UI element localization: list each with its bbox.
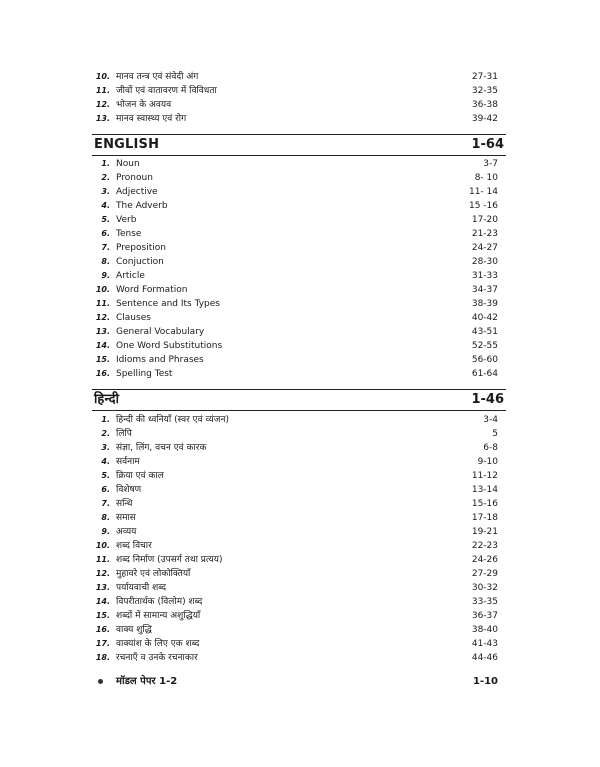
item-title: Noun bbox=[116, 159, 140, 169]
item-pages: 5 bbox=[492, 429, 498, 439]
item-number: 8. bbox=[101, 513, 110, 522]
section-title: ENGLISH bbox=[94, 137, 160, 152]
item-pages: 9-10 bbox=[477, 457, 498, 467]
item-pages: 33-35 bbox=[471, 597, 498, 607]
list-item bbox=[92, 595, 498, 609]
item-title: हिन्दी की ध्वनियाँ (स्वर एवं व्यंजन) bbox=[116, 415, 229, 425]
item-title: Verb bbox=[116, 215, 137, 225]
list-item bbox=[92, 353, 498, 367]
item-number: 6. bbox=[101, 229, 110, 238]
item-pages: 17-20 bbox=[471, 215, 498, 225]
item-pages: 22-23 bbox=[471, 541, 498, 551]
item-number: 12. bbox=[95, 100, 110, 109]
item-pages: 43-51 bbox=[471, 327, 498, 337]
section-header-english bbox=[92, 134, 506, 156]
item-title: मानव स्वास्थ्य एवं रोग bbox=[116, 114, 187, 124]
item-number: 12. bbox=[95, 313, 110, 322]
item-number: 3. bbox=[101, 443, 110, 452]
item-title: General Vocabulary bbox=[116, 327, 205, 337]
item-title: Tense bbox=[116, 229, 142, 239]
item-number: 9. bbox=[101, 527, 110, 536]
item-pages: 36-38 bbox=[471, 100, 498, 110]
item-number: 7. bbox=[101, 499, 110, 508]
list-item bbox=[92, 325, 498, 339]
item-pages: 52-55 bbox=[471, 341, 498, 351]
item-number: 1. bbox=[101, 415, 110, 424]
item-number: 4. bbox=[101, 201, 110, 210]
item-pages: 27-31 bbox=[471, 72, 498, 82]
list-item bbox=[92, 157, 498, 171]
item-title: Article bbox=[116, 271, 145, 281]
item-pages: 40-42 bbox=[471, 313, 498, 323]
item-number: 16. bbox=[95, 369, 110, 378]
item-title: Adjective bbox=[116, 187, 158, 197]
list-item bbox=[92, 339, 498, 353]
item-number: 8. bbox=[101, 257, 110, 266]
list-item bbox=[92, 413, 498, 427]
item-number: 12. bbox=[95, 569, 110, 578]
list-item bbox=[92, 455, 498, 469]
item-pages: 39-42 bbox=[471, 114, 498, 124]
item-pages: 3-7 bbox=[483, 159, 498, 169]
item-number: 18. bbox=[95, 653, 110, 662]
item-pages: 44-46 bbox=[471, 653, 498, 663]
item-title: पर्यायवाची शब्द bbox=[116, 583, 167, 593]
list-item bbox=[92, 441, 498, 455]
item-title: The Adverb bbox=[116, 201, 168, 211]
model-paper-row bbox=[92, 674, 498, 690]
list-item bbox=[92, 185, 498, 199]
item-pages: 32-35 bbox=[471, 86, 498, 96]
list-item bbox=[92, 469, 498, 483]
item-title: संज्ञा, लिंग, वचन एवं कारक bbox=[116, 443, 207, 453]
list-item bbox=[92, 255, 498, 269]
item-title: मानव तन्त्र एवं संवेदी अंग bbox=[116, 72, 199, 82]
item-title: मुहावरे एवं लोकोक्तियाँ bbox=[116, 569, 191, 579]
item-pages: 30-32 bbox=[471, 583, 498, 593]
item-pages: 38-39 bbox=[471, 299, 498, 309]
item-title: रचनाएँ व उनके रचनाकार bbox=[116, 653, 198, 663]
item-number: 11. bbox=[95, 555, 110, 564]
item-number: 15. bbox=[95, 611, 110, 620]
item-title: भोजन के अवयव bbox=[116, 100, 172, 110]
list-item bbox=[92, 171, 498, 185]
item-pages: 6-8 bbox=[483, 443, 498, 453]
item-title: Conjuction bbox=[116, 257, 164, 267]
list-item bbox=[92, 567, 498, 581]
item-pages: 36-37 bbox=[471, 611, 498, 621]
item-pages: 61-64 bbox=[471, 369, 498, 379]
list-item bbox=[92, 483, 498, 497]
list-item bbox=[92, 497, 498, 511]
list-item bbox=[92, 227, 498, 241]
item-title: विपरीतार्थक (विलोम) शब्द bbox=[116, 597, 203, 607]
item-title: वाक्यांश के लिए एक शब्द bbox=[116, 639, 200, 649]
item-number: 1. bbox=[101, 159, 110, 168]
section-title: हिन्दी bbox=[94, 392, 120, 407]
list-item bbox=[92, 84, 498, 98]
item-number: 2. bbox=[101, 173, 110, 182]
item-number: 10. bbox=[95, 72, 110, 81]
list-item bbox=[92, 283, 498, 297]
item-pages: 15-16 bbox=[471, 499, 498, 509]
item-pages: 41-43 bbox=[471, 639, 498, 649]
item-title: Pronoun bbox=[116, 173, 153, 183]
item-pages: 28-30 bbox=[471, 257, 498, 267]
item-pages: 11- 14 bbox=[468, 187, 498, 197]
item-title: One Word Substitutions bbox=[116, 341, 223, 351]
item-number: 14. bbox=[95, 597, 110, 606]
item-number: 11. bbox=[95, 299, 110, 308]
section-header-hindi bbox=[92, 389, 506, 411]
list-item bbox=[92, 98, 498, 112]
list-item bbox=[92, 581, 498, 595]
list-item bbox=[92, 623, 498, 637]
item-pages: 13-14 bbox=[471, 485, 498, 495]
item-number: 10. bbox=[95, 285, 110, 294]
item-number: 13. bbox=[95, 114, 110, 123]
item-title: Sentence and Its Types bbox=[116, 299, 220, 309]
item-title: क्रिया एवं काल bbox=[116, 471, 164, 481]
item-title: Word Formation bbox=[116, 285, 188, 295]
item-pages: 34-37 bbox=[471, 285, 498, 295]
item-title: जीवों एवं वातावरण में विविधता bbox=[116, 86, 217, 96]
item-number: 5. bbox=[101, 471, 110, 480]
list-item bbox=[92, 609, 498, 623]
item-pages: 24-27 bbox=[471, 243, 498, 253]
item-title: विशेषण bbox=[116, 485, 142, 495]
item-pages: 24-26 bbox=[471, 555, 498, 565]
bullet-icon bbox=[98, 679, 103, 684]
item-number: 3. bbox=[101, 187, 110, 196]
item-title: सन्धि bbox=[116, 499, 133, 509]
item-number: 6. bbox=[101, 485, 110, 494]
list-item bbox=[92, 297, 498, 311]
model-paper-title: मॉडल पेपर 1-2 bbox=[116, 676, 178, 687]
item-title: शब्दों में सामान्य अशुद्धियाँ bbox=[116, 611, 201, 621]
item-title: Preposition bbox=[116, 243, 166, 253]
item-title: वाक्य शुद्धि bbox=[116, 625, 152, 635]
item-number: 15. bbox=[95, 355, 110, 364]
item-number: 13. bbox=[95, 583, 110, 592]
item-title: शब्द निर्माण (उपसर्ग तथा प्रत्यय) bbox=[116, 555, 223, 565]
item-pages: 3-4 bbox=[483, 415, 498, 425]
list-item bbox=[92, 651, 498, 665]
item-number: 10. bbox=[95, 541, 110, 550]
item-title: समास bbox=[116, 513, 136, 523]
list-item bbox=[92, 213, 498, 227]
section-pages: 1-46 bbox=[471, 392, 504, 407]
item-pages: 19-21 bbox=[471, 527, 498, 537]
item-title: सर्वनाम bbox=[116, 457, 140, 467]
item-title: लिपि bbox=[116, 429, 132, 439]
item-title: Spelling Test bbox=[116, 369, 173, 379]
item-number: 2. bbox=[101, 429, 110, 438]
list-item bbox=[92, 525, 498, 539]
list-item bbox=[92, 511, 498, 525]
item-pages: 15 -16 bbox=[468, 201, 498, 211]
item-number: 14. bbox=[95, 341, 110, 350]
model-paper-pages: 1-10 bbox=[472, 676, 498, 687]
item-pages: 31-33 bbox=[471, 271, 498, 281]
item-pages: 17-18 bbox=[471, 513, 498, 523]
item-number: 11. bbox=[95, 86, 110, 95]
item-number: 13. bbox=[95, 327, 110, 336]
item-number: 7. bbox=[101, 243, 110, 252]
item-number: 5. bbox=[101, 215, 110, 224]
list-item bbox=[92, 199, 498, 213]
item-number: 4. bbox=[101, 457, 110, 466]
list-item bbox=[92, 269, 498, 283]
item-number: 9. bbox=[101, 271, 110, 280]
list-item bbox=[92, 637, 498, 651]
list-item bbox=[92, 553, 498, 567]
item-title: Clauses bbox=[116, 313, 151, 323]
list-item bbox=[92, 70, 498, 84]
list-item bbox=[92, 539, 498, 553]
item-pages: 21-23 bbox=[471, 229, 498, 239]
list-item bbox=[92, 112, 498, 126]
item-title: अव्यय bbox=[116, 527, 137, 537]
item-pages: 27-29 bbox=[471, 569, 498, 579]
list-item bbox=[92, 311, 498, 325]
item-pages: 8- 10 bbox=[474, 173, 498, 183]
section-pages: 1-64 bbox=[471, 137, 504, 152]
list-item bbox=[92, 241, 498, 255]
item-number: 17. bbox=[95, 639, 110, 648]
item-number: 16. bbox=[95, 625, 110, 634]
item-pages: 11-12 bbox=[471, 471, 498, 481]
item-title: Idioms and Phrases bbox=[116, 355, 204, 365]
item-pages: 56-60 bbox=[471, 355, 498, 365]
item-title: शब्द विचार bbox=[116, 541, 152, 551]
list-item bbox=[92, 367, 498, 381]
item-pages: 38-40 bbox=[471, 625, 498, 635]
list-item bbox=[92, 427, 498, 441]
